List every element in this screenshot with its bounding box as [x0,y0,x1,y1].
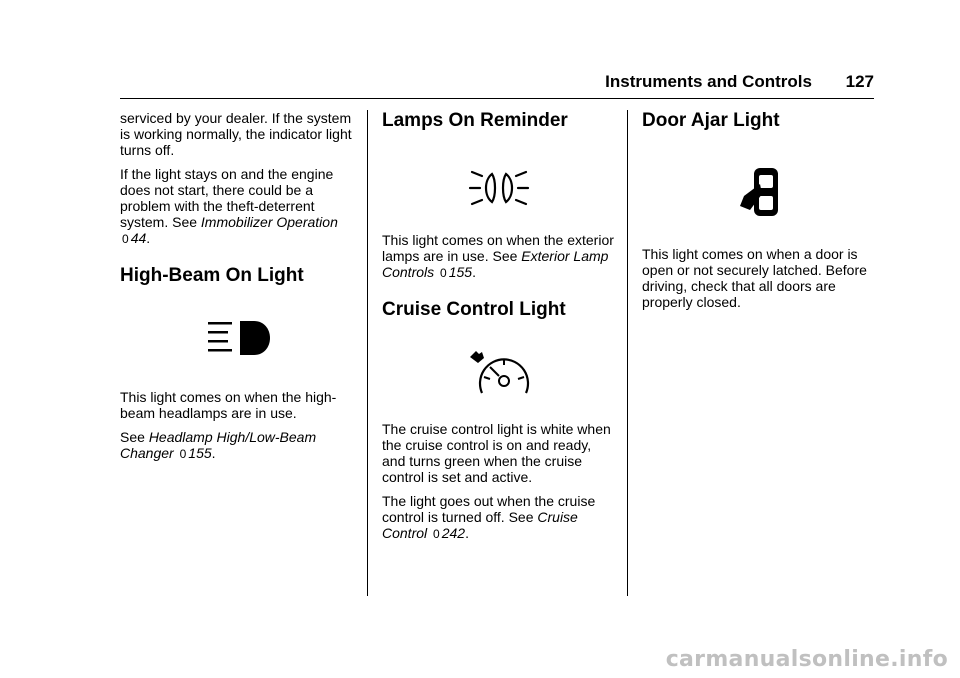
column-divider [367,110,368,596]
section-heading: Door Ajar Light [642,110,780,131]
door-ajar-icon [738,166,874,220]
paragraph: The cruise control light is white when the cruise control is on and ready, and turns green when the cruise control is set and active. [382,421,611,485]
section-heading: Lamps On Reminder [382,110,568,131]
xref-link[interactable]: Exterior Lamp Controls [382,248,609,280]
section-title: Instruments and Controls [605,72,812,91]
xref-page[interactable]: 44 [130,230,147,246]
text: If the light stays on and the engine does not start, there could be a problem with the theft-deterrent system. See [120,166,334,230]
column-divider [627,110,628,596]
xref-link[interactable]: Cruise Control [382,509,578,541]
page-ref-arrow-icon: 0 [122,232,129,246]
high-beam-icon [206,319,352,359]
paragraph [382,493,614,542]
xref-page[interactable]: 155 [188,445,212,461]
page-ref-arrow-icon: 0 [433,527,440,541]
column-2 [382,110,614,550]
xref-page[interactable]: 242 [441,525,466,541]
xref-link[interactable]: Immobilizer Operation [200,214,338,230]
section-heading: High-Beam On Light [120,265,304,286]
text: See [120,429,149,445]
xref-page[interactable]: 155 [448,264,473,280]
xref-link[interactable]: Headlamp High/Low-Beam Changer [120,429,317,461]
page-header [120,70,874,99]
paragraph: This light comes on when the high-beam headlamps are in use. [120,389,337,421]
text: . [465,525,469,541]
cruise-control-icon [468,349,614,399]
text: This light comes on when the exterior lamps are in use. See [382,232,614,264]
page-ref-arrow-icon: 0 [440,266,447,280]
column-3 [642,110,874,318]
exterior-lamps-icon [468,168,614,208]
paragraph: serviced by your dealer. If the system is working normally, the indicator light turns off. [120,110,352,158]
paragraph: This light comes on when a door is open or not securely latched. Before driving, check that all doors are properly closed. [642,246,867,310]
paragraph [120,429,352,462]
page-ref-arrow-icon: 0 [179,447,187,461]
text: The light goes out when the cruise control is turned off. See [382,493,596,525]
text: . [146,230,151,246]
paragraph [120,166,352,247]
text: . [472,264,476,280]
section-heading: Cruise Control Light [382,299,566,320]
paragraph [382,232,614,281]
page-number: 127 [845,72,874,91]
column-1 [120,110,352,470]
text: . [211,445,216,461]
watermark: carmanualsonline.info [665,647,948,672]
